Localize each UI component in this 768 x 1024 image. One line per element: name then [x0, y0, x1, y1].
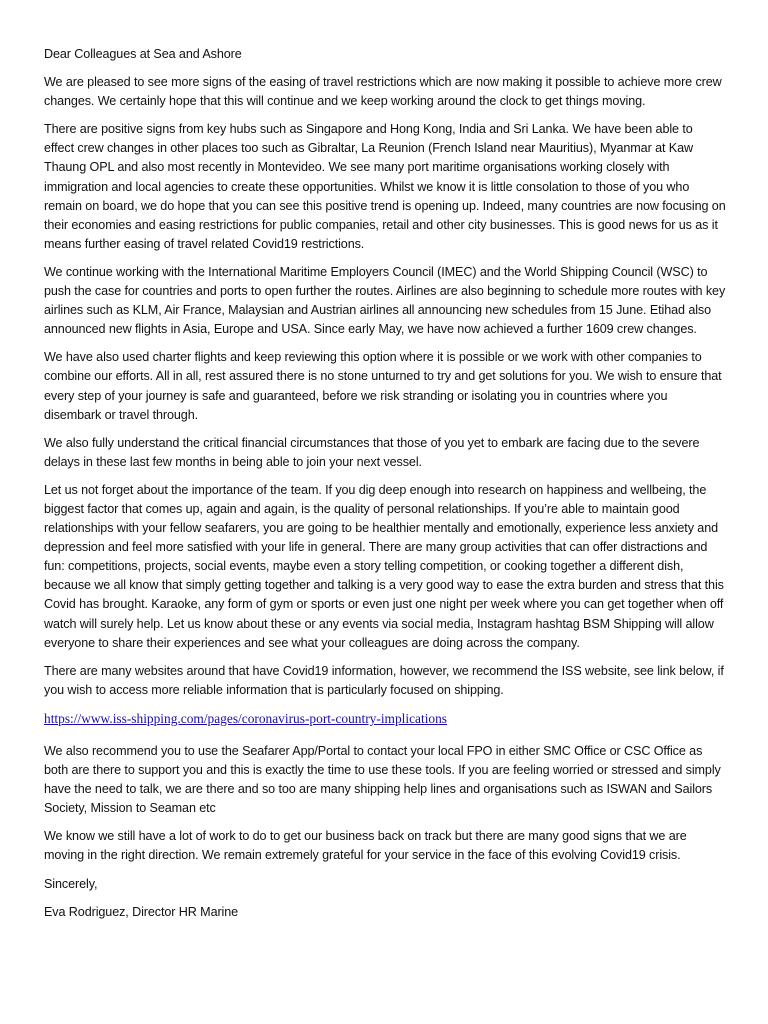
signature: Eva Rodriguez, Director HR Marine	[44, 904, 239, 919]
salutation: Dear Colleagues at Sea and Ashore	[44, 47, 242, 61]
paragraph-grateful: We know we still have a lot of work to do to get our business back on track but there are many good signs that we are moving in the right direction. We remain extremely grateful for your service in the face of this evolving Covid19 crisis.	[44, 829, 687, 863]
paragraph-seafarer-app: We also recommend you to use the Seafarer App/Portal to contact your local FPO in either SMC Office or CSC Office as both are there to support you and this is exactly the time to use these tools. If you are feeling worried or stressed and simply have the need to talk, we are there and so too are many shipping help lines and organisations such as ISWAN and Sailors Society, Mission to Seaman etc	[44, 744, 721, 816]
closing: Sincerely,	[44, 876, 98, 891]
paragraph-websites: There are many websites around that have Covid19 information, however, we recommend the ISS website, see link below, if you wish to access more reliable information that is particularly focused on shipping.	[44, 663, 724, 697]
paragraph-charter-flights: We have also used charter flights and keep reviewing this option where it is possible or we work with other companies to combine our efforts. All in all, rest assured there is no stone unturned to try and get solutions for you. We wish to ensure that every step of your journey is safe and guaranteed, before we risk stranding or isolating you in countries where you disembark or travel through.	[44, 350, 722, 422]
paragraph-team: Let us not forget about the importance of the team. If you dig deep enough into research on happiness and wellbeing, the biggest factor that comes up, again and again, is the quality of personal relationships. If you’re able to maintain good relationships with your fellow seafarers, you are going to be healthier mentally and emotionally, experience less anxiety and depression and feel more satisfied with your life in general. There are many group activities that can offer distractions and fun: competitions, projects, social events, maybe even a story telling competition, or cooking together a different dish, because we all know that simply getting together and talking is a very good way to ease the extra burden and stress that this Covid has brought. Karaoke, any form of gym or sports or even just one night per week where you can get together when off watch will surely help. Let us know about these or any events via social media, Instagram hashtag BSM Shipping will allow everyone to share their experiences and see what your colleagues are doing across the company.	[44, 482, 724, 650]
letter-document	[44, 45, 726, 931]
paragraph-crew-changes: We are pleased to see more signs of the easing of travel restrictions which are now making it possible to achieve more crew changes. We certainly hope that this will continue and we keep working around the clock to get things moving.	[44, 75, 722, 109]
paragraph-imec-wsc: We continue working with the International Maritime Employers Council (IMEC) and the World Shipping Council (WSC) to push the case for countries and ports to open further the routes. Airlines are also beginning to schedule more routes with key airlines such as KLM, Air France, Malaysian and Austrian airlines all announcing new schedules from 15 June. Etihad also announced new flights in Asia, Europe and USA. Since early May, we have now achieved a further 1609 crew changes.	[44, 264, 726, 337]
link-line	[44, 709, 726, 729]
paragraph-financial: We also fully understand the critical financial circumstances that those of you yet to embark are facing due to the severe delays in these last few months in being able to join your next vessel.	[44, 435, 700, 469]
iss-website-link[interactable]: https://www.iss-shipping.com/pages/coronavirus-port-country-implications	[44, 710, 448, 726]
paragraph-positive-signs: There are positive signs from key hubs such as Singapore and Hong Kong, India and Sri Lanka. We have been able to effect crew changes in other places too such as Gibraltar, La Reunion (French Island near Mauritius), Myanmar at Kaw Thaung OPL and also most recently in Montevideo. We see many port maritime organisations working closely with immigration and local agencies to create these opportunities. Whilst we know it is little consolation to those of you who remain on board, we do hope that you can see this positive trend is opening up. Indeed, many countries are now focusing on their economies and easing restrictions for public companies, retail and other city businesses. This is good news for us as it means further easing of travel related Covid19 restrictions.	[44, 122, 726, 251]
